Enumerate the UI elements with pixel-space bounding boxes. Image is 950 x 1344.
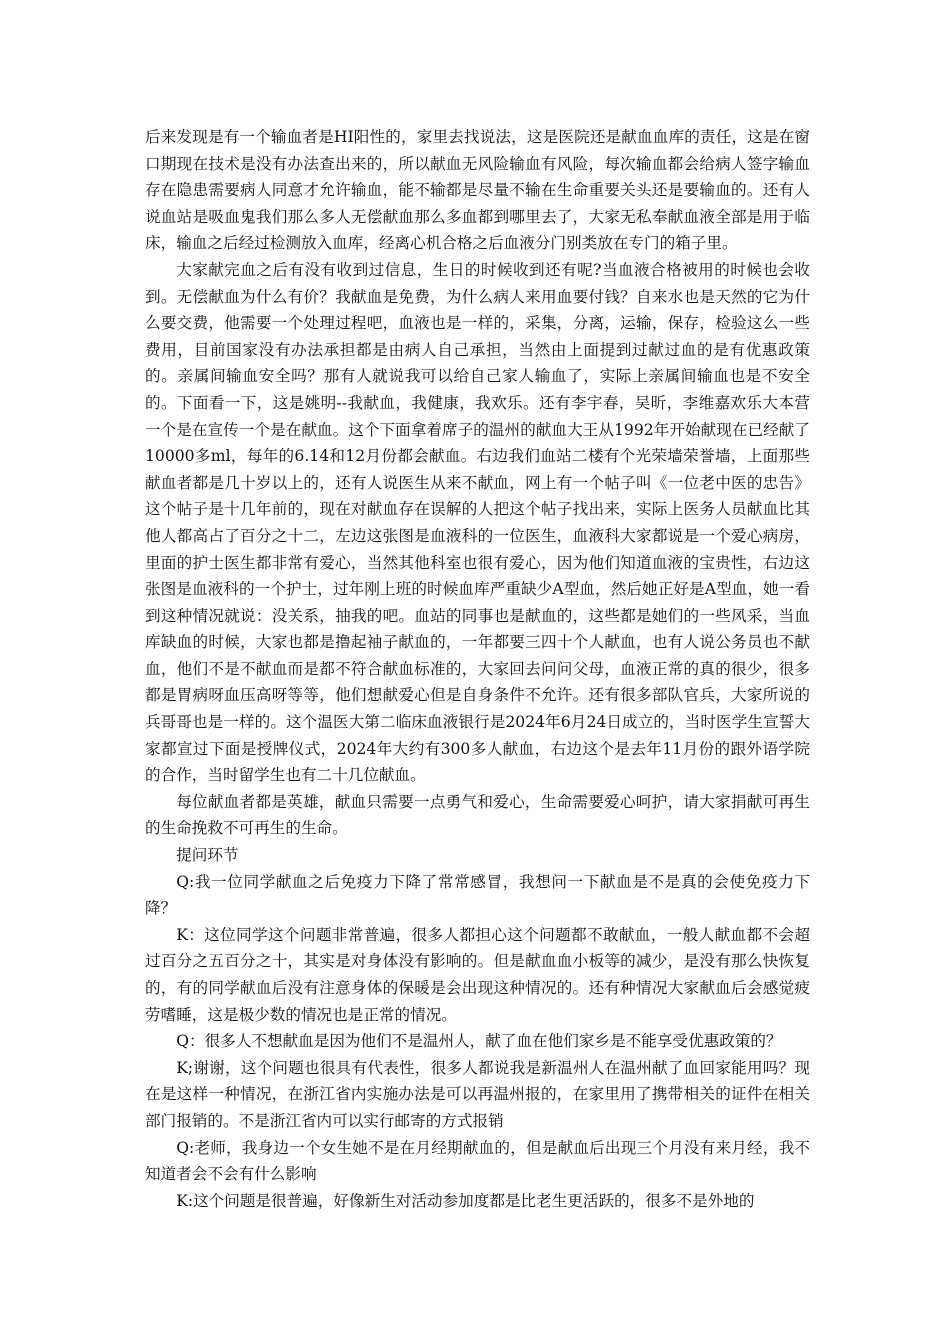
paragraph-2: 大家献完血之后有没有收到过信息，生日的时候收到还有呢?当血液合格被用的时候也会收到。无偿献血为什么有价？我献血是免费，为什么病人来用血要付钱？自来水也是天然的它为什么要交费，他需要一个处理过程吧，血液也是一样的，采集，分离，运输，保存，检验这么一些费用，目前国家没有办法承担都是由病人自己承担，当然由上面提到过献过血的是有优惠政策的。亲属间输血安全吗？那有人就说我可以给自己家人输血了，实际上亲属间输血也是不安全的。下面看一下，这是姚明--我献血，我健康，我欢乐。还有李宇春，吴昕，李维嘉欢乐大本营一个是在宣传一个是在献血。这个下面拿着席子的温州的献血大王从1992年开始献现在已经献了10000多ml，每年的6.14和12月份都会献血。右边我们血站二楼有个光荣墙荣誉墙，上面那些献血者都是几十岁以上的，还有人说医生从来不献血，网上有一个帖子叫《一位老中医的忠告》这个帖子是十几年前的，现在对献血存在误解的人把这个帖子找出来，实际上医务人员献血比其他人都高占了百分之十二，左边这张图是血液科的一位医生，血液科大家都说是一个爱心病房，里面的护士医生都非常有爱心，当然其他科室也很有爱心，因为他们知道血液的宝贵性，右边这张图是血液科的一个护士，过年刚上班的时候血库严重缺少A型血，然后她正好是A型血，她一看到这种情况就说：没关系，抽我的吧。血站的同事也是献血的，这些都是她们的一些风采，当血库缺血的时候，大家也都是撸起袖子献血的，一年都要三四十个人献血，也有人说公务员也不献血，他们不是不献血而是都不符合献血标准的，大家回去问问父母，血液正常的真的很少，很多都是胃病呀血压高呀等等，他们想献爱心但是自身条件不允许。还有很多部队官兵，大家所说的兵哥哥也是一样的。这个温医大第二临床血液银行是2024年6月24日成立的，当时医学生宣誓大家都宣过下面是授牌仪式，2024年大约有300多人献血，右边这个是去年11月份的跟外语学院的合作，当时留学生也有二十几位献血。 <box>145 260 810 785</box>
answer-3: K:这个问题是很普遍，好像新生对活动参加度都是比老生更活跃的，很多不是外地的 <box>176 1191 755 1210</box>
document-body <box>145 124 810 1214</box>
section-heading-qa: 提问环节 <box>176 846 239 865</box>
paragraph-1: 后来发现是有一个输血者是HI阳性的，家里去找说法，这是医院还是献血血库的责任，这是在窗口期现在技术是没有办法查出来的，所以献血无风险输血有风险，每次输血都会给病人签字输血存在隐患需要病人同意才允许输血，能不输都是尽量不输在生命重要关头还是要输血的。还有人说血站是吸血鬼我们那么多人无偿献血那么多血都到哪里去了，大家无私奉献血液全部是用于临床，输血之后经过检测放入血库，经离心机合格之后血液分门别类放在专门的箱子里。 <box>145 128 810 253</box>
paragraph-3: 每位献血者都是英雄，献血只需要一点勇气和爱心，生命需要爱心呵护，请大家捐献可再生的生命挽救不可再生的生命。 <box>145 792 810 838</box>
answer-2: K;谢谢，这个问题也很具有代表性，很多人都说我是新温州人在温州献了血回家能用吗？现在是这样一种情况，在浙江省内实施办法是可以再温州报的，在家里用了携带相关的证件在相关部门报销的。不是浙江省内可以实行邮寄的方式报销 <box>145 1058 810 1130</box>
question-3: Q:老师，我身边一个女生她不是在月经期献血的，但是献血后出现三个月没有来月经，我不知道者会不会有什么影响 <box>145 1138 810 1184</box>
question-2: Q：很多人不想献血是因为他们不是温州人，献了血在他们家乡是不能享受优惠政策的？ <box>176 1032 782 1051</box>
question-1: Q:我一位同学献血之后免疫力下降了常常感冒，我想问一下献血是不是真的会使免疫力下降？ <box>145 872 810 918</box>
answer-1: K：这位同学这个问题非常普遍，很多人都担心这个问题都不敢献血，一般人献血都不会超过百分之五百分之十，其实是对身体没有影响的。但是献血血小板等的减少，是没有那么快恢复的，有的同学献血后没有注意身体的保暖是会出现这种情况的。还有种情况大家献血后会感觉疲劳嗜睡，这是极少数的情况也是正常的情况。 <box>145 925 810 1024</box>
